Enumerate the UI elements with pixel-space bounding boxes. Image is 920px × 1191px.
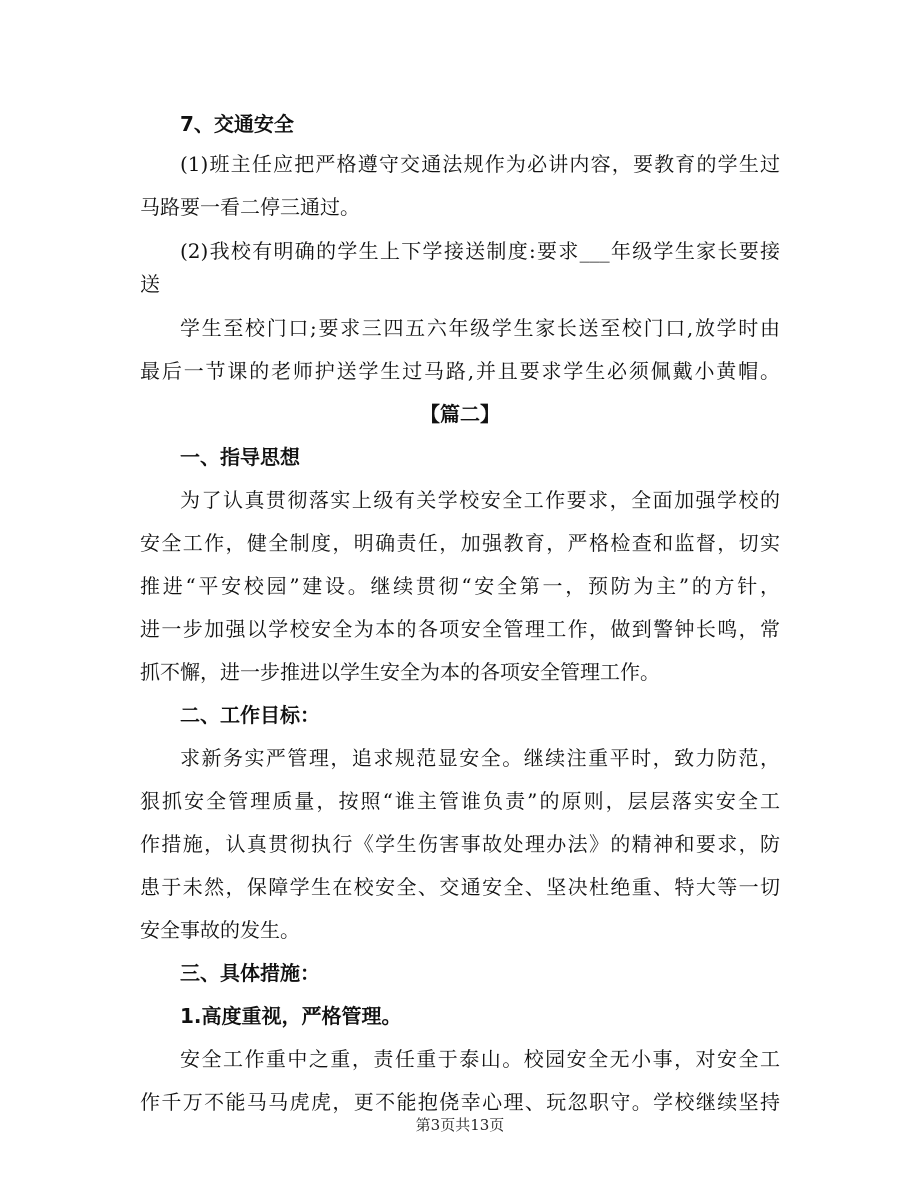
paragraph-line: 求新务实严管理，追求规范显安全。继续注重平时，致力防范， [180,746,780,770]
paragraph-line: 为了认真贯彻落实上级有关学校安全工作要求，全面加强学校的 [180,488,780,512]
paragraph-line: 安全事故的发生。 [140,918,300,942]
paragraph-line: 作千万不能马马虎虎，更不能抱侥幸心理、玩忽职守。学校继续坚持 [140,1090,780,1114]
subheading-high-attention: 1.高度重视，严格管理。 [180,1004,402,1028]
section-heading-specific-measures: 三、具体措施： [180,961,320,985]
section-heading-traffic-safety: 7、交通安全 [180,112,294,136]
paragraph-line: 狠抓安全管理质量，按照“谁主管谁负责”的原则，层层落实安全工 [140,789,780,813]
paragraph-line: 安全工作重中之重，责任重于泰山。校园安全无小事，对安全工 [180,1047,780,1071]
paragraph-line: (1)班主任应把严格遵守交通法规作为必讲内容，要教育的学生过 [180,152,780,176]
paragraph-line: 学生至校门口;要求三四五六年级学生家长送至校门口,放学时由 [180,316,780,340]
part-title: 【篇二】 [420,402,500,426]
paragraph-line: 作措施，认真贯彻执行《学生伤害事故处理办法》的精神和要求，防 [140,832,780,856]
paragraph-line: 送 [140,272,160,296]
section-heading-work-goals: 二、工作目标： [180,703,320,727]
page-number-footer: 第3页共13页 [415,1116,505,1134]
paragraph-line: 马路要一看二停三通过。 [140,195,360,219]
paragraph-line: 最后一节课的老师护送学生过马路,并且要求学生必须佩戴小黄帽。 [140,359,780,383]
paragraph-line: 进一步加强以学校安全为本的各项安全管理工作，做到警钟长鸣，常 [140,617,780,641]
section-heading-guiding-ideology: 一、指导思想 [180,445,300,469]
paragraph-line: 抓不懈，进一步推进以学生安全为本的各项安全管理工作。 [140,660,660,684]
paragraph-line: (2)我校有明确的学生上下学接送制度:要求___年级学生家长要接 [180,239,780,263]
paragraph-line: 患于未然，保障学生在校安全、交通安全、坚决杜绝重、特大等一切 [140,875,780,899]
paragraph-line: 推进“平安校园”建设。继续贯彻“安全第一，预防为主”的方针， [140,574,780,598]
paragraph-line: 安全工作，健全制度，明确责任，加强教育，严格检查和监督，切实 [140,531,780,555]
